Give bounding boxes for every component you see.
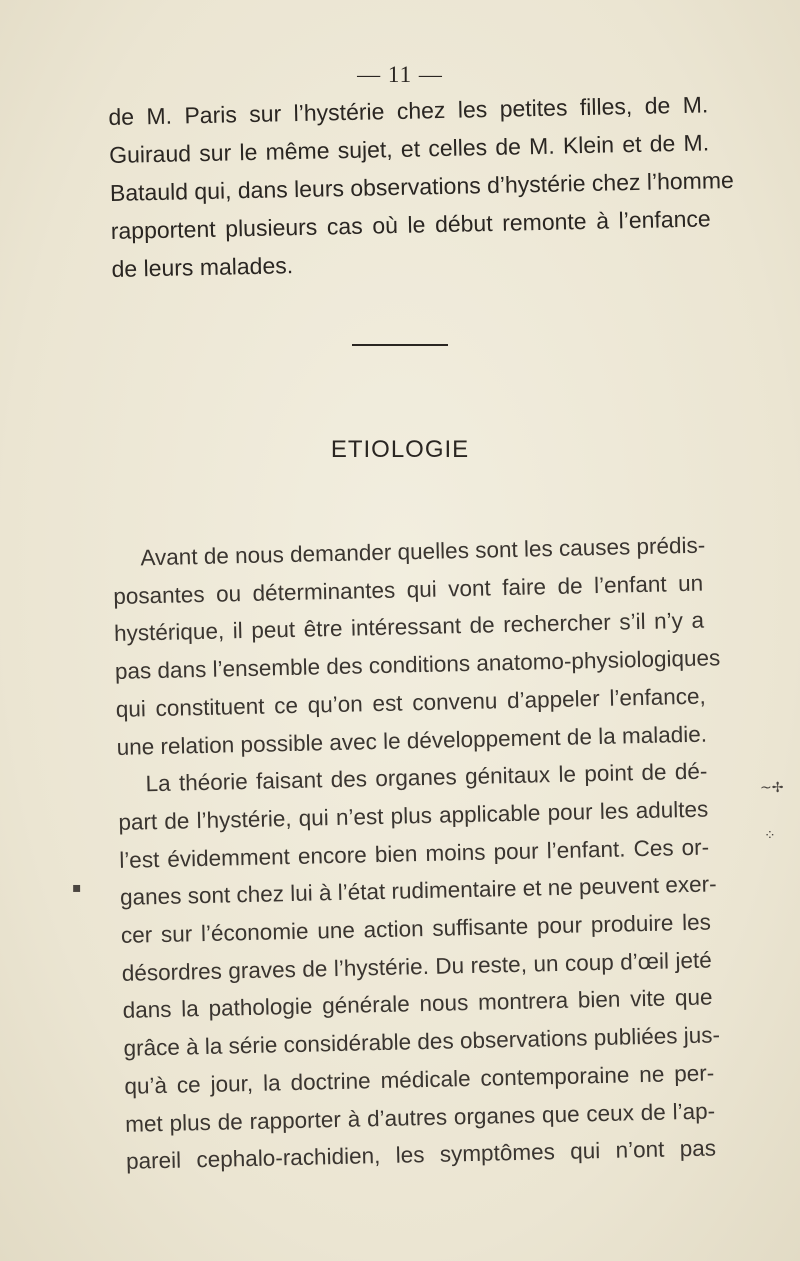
- text-line: posantes ou déterminantes qui vont faire de l’enfant un: [112, 570, 704, 609]
- text-line: part de l’hystérie, qui n’est plus applicable pour les adultes: [118, 796, 709, 835]
- text-line: l’est évidemment encore bien moins pour l’enfant. Ces or-: [118, 834, 710, 873]
- text-line: La théorie faisant des organes génitaux le point de dé-: [145, 758, 708, 797]
- continued-paragraph: [108, 85, 735, 288]
- text-line: ganes sont chez lui à l’état rudimentaire et ne peuvent exer-: [119, 871, 717, 911]
- text-line: de leurs malades.: [111, 252, 294, 282]
- body-text: [112, 527, 721, 1181]
- text-line: met plus de rapporter à d’autres organes que ceux de l’ap-: [124, 1098, 716, 1137]
- text-line: qui constituent ce qu’on est convenu d’appeler l’enfance,: [115, 683, 706, 722]
- text-line: qu’à ce jour, la doctrine médicale contemporaine ne per-: [124, 1060, 715, 1099]
- page-number: — 11 —: [357, 62, 443, 87]
- margin-mark: ⁘: [764, 828, 776, 844]
- text-line: Batauld qui, dans leurs observations d’hystérie chez l’homme: [109, 166, 735, 206]
- text-line: hystérique, il peut être intéressant de rechercher s’il n’y a: [113, 607, 705, 647]
- text-line: rapportent plusieurs cas où le début remonte à l’enfance: [110, 205, 711, 244]
- text-line: dans la pathologie générale nous montrera bien vite que: [122, 984, 713, 1024]
- section-heading: ETIOLOGIE: [330, 436, 470, 463]
- text-line: désordres graves de l’hystérie. Du reste, un coup d’œil jeté: [121, 947, 712, 986]
- margin-mark: ~✢: [760, 780, 784, 796]
- margin-mark: ▪: [72, 880, 82, 896]
- text-line: pareil cephalo-rachidien, les symptômes qui n’ont pas: [125, 1135, 717, 1175]
- section-divider: [352, 344, 448, 346]
- text-line: de M. Paris sur l’hystérie chez les petites filles, de M.: [108, 91, 709, 130]
- text-line: Guiraud sur le même sujet, et celles de M. Klein et de M.: [108, 129, 710, 168]
- text-line: pas dans l’ensemble des conditions anatomo-physiologiques: [114, 645, 721, 685]
- text-line: Avant de nous demander quelles sont les causes prédis-: [140, 532, 706, 571]
- text-line: cer sur l’économie une action suffisante pour produire les: [120, 909, 712, 948]
- text-line: une relation possible avec le développement de la maladie.: [116, 721, 708, 760]
- text-line: grâce à la série considérable des observations publiées jus-: [123, 1022, 721, 1062]
